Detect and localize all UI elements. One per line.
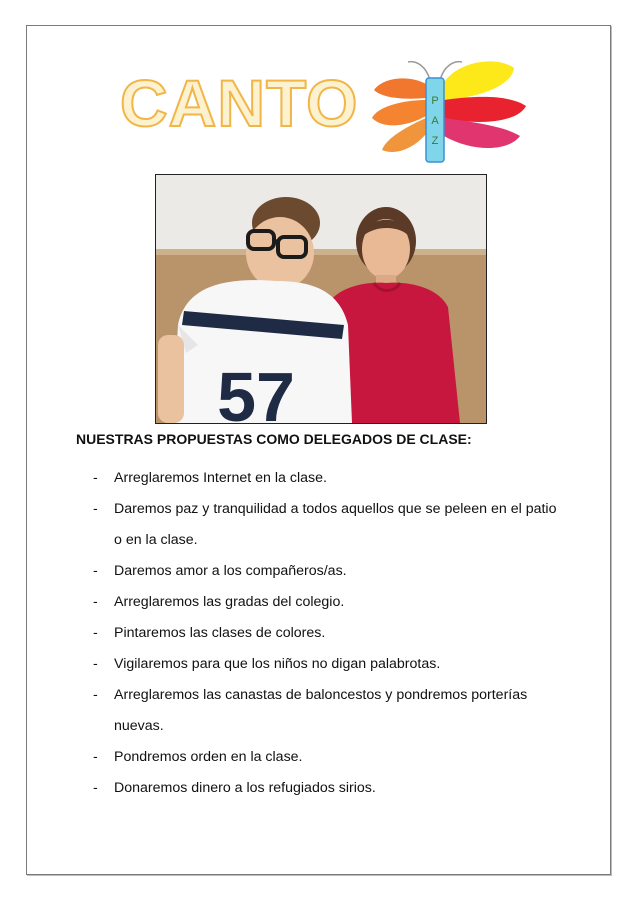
students-photo xyxy=(155,174,487,424)
page-title: CANTO xyxy=(120,66,359,140)
butterfly-drawing-icon xyxy=(368,52,530,170)
list-item: - Donaremos dinero a los refugiados sirios. xyxy=(93,773,563,804)
list-item: - Daremos paz y tranquilidad a todos aquellos que se peleen en el patio o en la clase. xyxy=(93,494,563,556)
proposals-list xyxy=(93,463,563,804)
butterfly-letter-z: Z xyxy=(431,135,439,147)
butterfly-letter-p: P xyxy=(431,95,439,107)
list-item: - Pondremos orden en la clase. xyxy=(93,742,563,773)
list-item: - Daremos amor a los compañeros/as. xyxy=(93,556,563,587)
list-item: - Arreglaremos Internet en la clase. xyxy=(93,463,563,494)
shirt-number: 57 xyxy=(217,358,295,423)
list-item: - Vigilaremos para que los niños no digan palabrotas. xyxy=(93,649,563,680)
list-item: - Arreglaremos las gradas del colegio. xyxy=(93,587,563,618)
proposals-heading: NUESTRAS PROPUESTAS COMO DELEGADOS DE CLASE: xyxy=(76,431,472,447)
butterfly-letter-a: A xyxy=(431,115,439,127)
list-item: - Arreglaremos las canastas de baloncestos y pondremos porterías nuevas. xyxy=(93,680,563,742)
list-item: - Pintaremos las clases de colores. xyxy=(93,618,563,649)
